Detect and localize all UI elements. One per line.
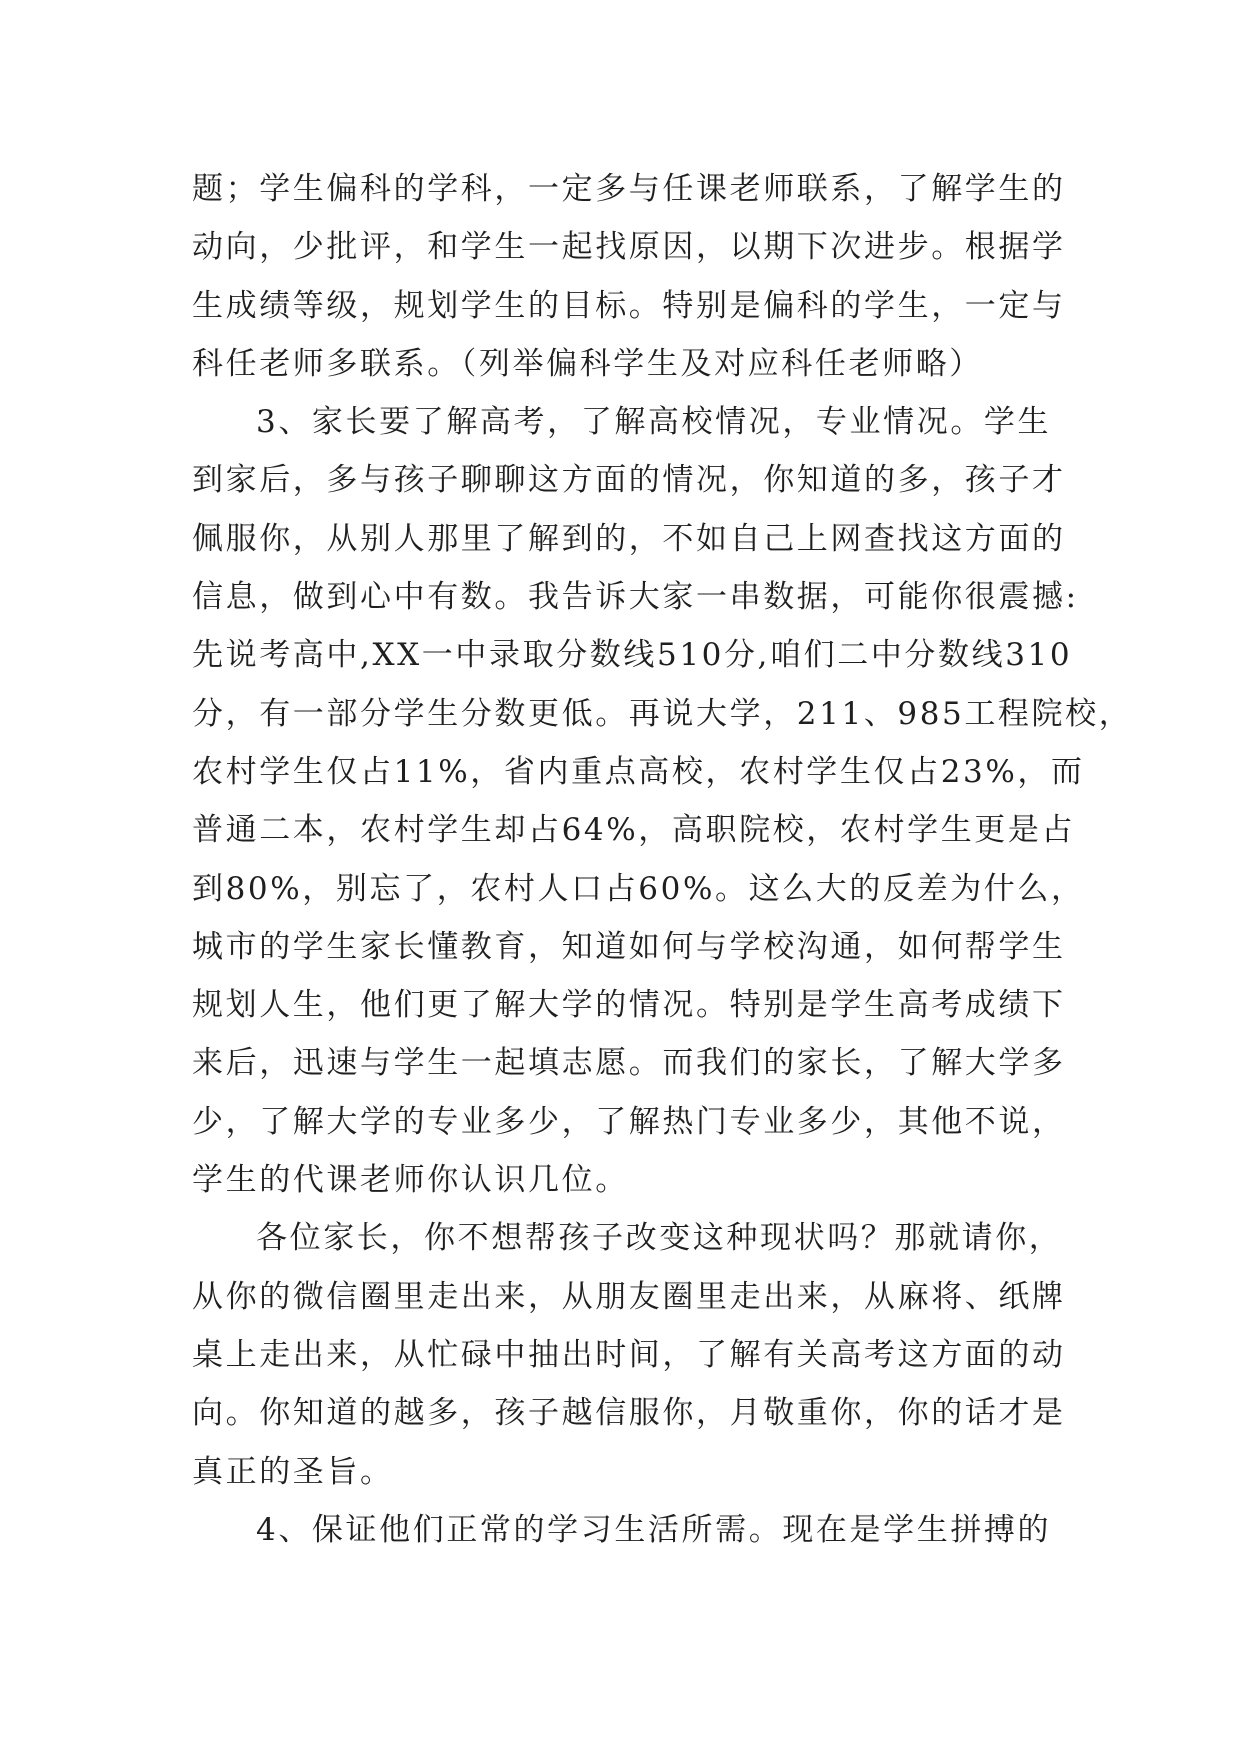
text-line: 到80%，别忘了，农村人口占60%。这么大的反差为什么， (192, 870, 1085, 907)
text-line: 各位家长，你不想帮孩子改变这种现状吗？那就请你， (256, 1220, 1063, 1257)
text-line: 学生的代课老师你认识几位。 (192, 1162, 629, 1199)
text-line: 动向，少批评，和学生一起找原因，以期下次进步。根据学 (192, 229, 1066, 266)
text-line: 题；学生偏科的学科，一定多与任课老师联系，了解学生的 (192, 171, 1066, 207)
text-line: 佩服你，从别人那里了解到的，不如自己上网查找这方面的 (192, 520, 1066, 557)
text-line: 到家后，多与孩子聊聊这方面的情况，你知道的多，孩子才 (192, 462, 1066, 499)
text-line: 普通二本，农村学生却占64%，高职院校，农村学生更是占 (192, 812, 1076, 849)
text-line: 科任老师多联系。（列举偏科学生及对应科任老师略） (192, 345, 983, 382)
text-line: 信息，做到心中有数。我告诉大家一串数据，可能你很震撼: (192, 579, 1079, 616)
text-line: 从你的微信圈里走出来，从朋友圈里走出来，从麻将、纸牌 (192, 1278, 1066, 1315)
text-line: 规划人生，他们更了解大学的情况。特别是学生高考成绩下 (192, 987, 1066, 1024)
text-line: 分，有一部分学生分数更低。再说大学，211、985工程院校， (192, 695, 1133, 732)
text-line: 城市的学生家长懂教育，知道如何与学校沟通，如何帮学生 (192, 928, 1066, 965)
text-line: 农村学生仅占11%，省内重点高校，农村学生仅占23%，而 (192, 753, 1085, 790)
text-line: 少，了解大学的专业多少，了解热门专业多少，其他不说， (192, 1103, 1066, 1140)
text-line: 桌上走出来，从忙碌中抽出时间，了解有关高考这方面的动 (192, 1336, 1066, 1373)
text-line: 3、家长要了解高考，了解高校情况，专业情况。学生 (256, 404, 1052, 441)
document-body (192, 160, 1133, 1559)
text-line: 来后，迅速与学生一起填志愿。而我们的家长，了解大学多 (192, 1045, 1066, 1082)
text-line: 真正的圣旨。 (192, 1453, 394, 1490)
text-line: 4、保证他们正常的学习生活所需。现在是学生拼搏的 (256, 1511, 1052, 1548)
text-line: 向。你知道的越多，孩子越信服你，月敬重你，你的话才是 (192, 1395, 1066, 1432)
text-line: 先说考高中,XX一中录取分数线510分,咱们二中分数线310 (192, 637, 1073, 674)
text-line: 生成绩等级，规划学生的目标。特别是偏科的学生，一定与 (192, 287, 1066, 324)
